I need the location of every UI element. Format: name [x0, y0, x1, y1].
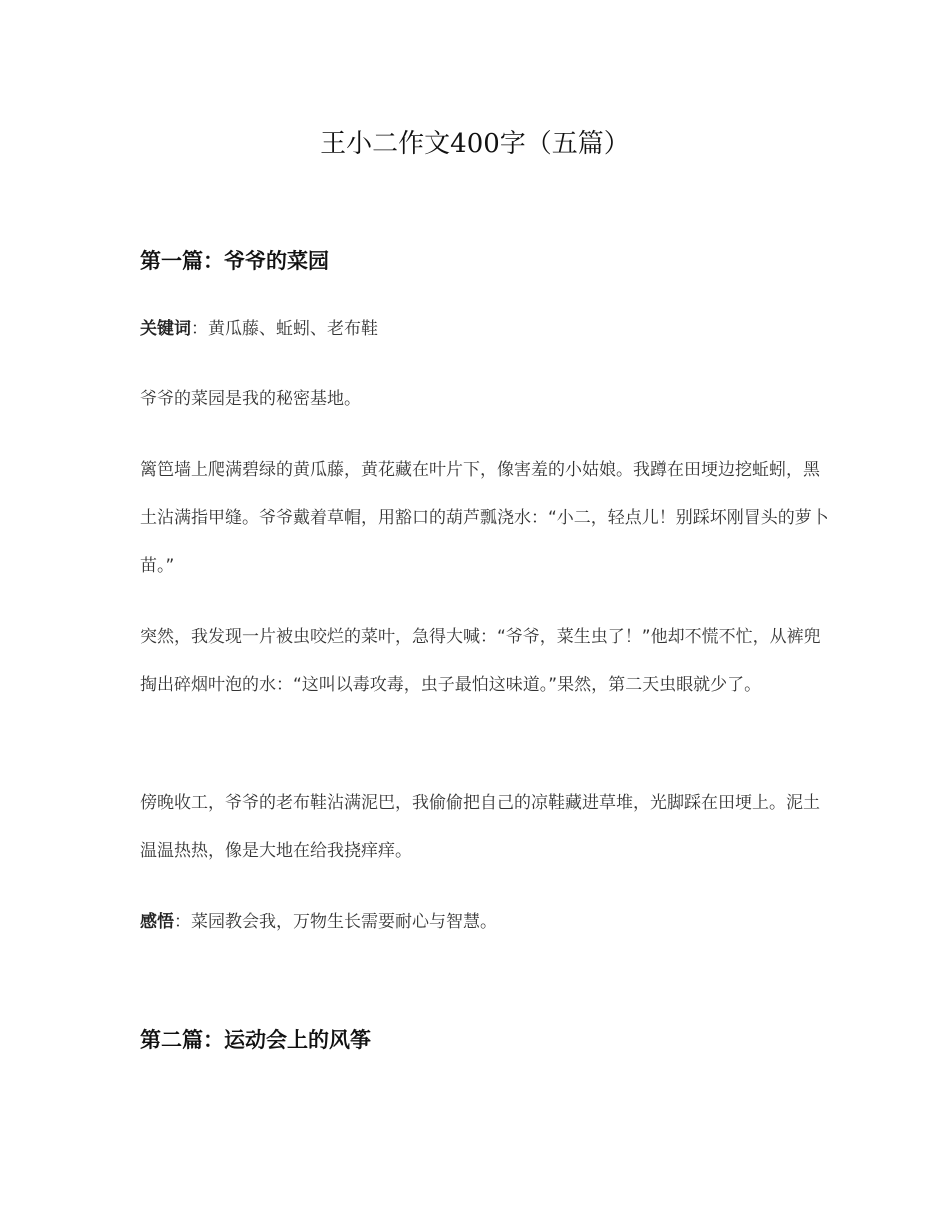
document-title: 王小二作文400字（五篇）: [320, 129, 630, 159]
section-1-paragraph-1: 爷爷的菜园是我的秘密基地。: [140, 389, 361, 409]
insight-label: 感悟: [140, 912, 174, 932]
section-2-heading: 第二篇：运动会上的风筝: [140, 1027, 371, 1052]
section-1-paragraph-2: 篱笆墙上爬满碧绿的黄瓜藤，黄花藏在叶片下，像害羞的小姑娘。我蹲在田埂边挖蚯蚓，黑土沾满指甲缝。爷爷戴着草帽，用豁口的葫芦瓢浇水：“小二，轻点儿！别踩坏刚冒头的萝卜苗。”: [140, 460, 829, 576]
insight-text: 菜园教会我，万物生长需要耐心与智慧。: [191, 912, 497, 932]
section-1-keywords: [140, 305, 830, 353]
section-1-paragraph-4: 傍晚收工，爷爷的老布鞋沾满泥巴，我偷偷把自己的凉鞋藏进草堆，光脚踩在田埂上。泥土温温热热，像是大地在给我挠痒痒。: [140, 793, 820, 861]
keywords-label: 关键词: [140, 319, 191, 339]
keywords-separator: ：: [191, 319, 208, 339]
section-1-insight: [140, 898, 830, 946]
section-1-paragraph-3: 突然，我发现一片被虫咬烂的菜叶，急得大喊：“爷爷，菜生虫了！”他却不慌不忙，从裤兜掏出碎烟叶泡的水：“这叫以毒攻毒，虫子最怕这味道。”果然，第二天虫眼就少了。: [140, 627, 821, 695]
section-1-heading: 第一篇：爷爷的菜园: [140, 248, 329, 273]
insight-separator: ：: [174, 912, 191, 932]
keywords-text: 黄瓜藤、蚯蚓、老布鞋: [208, 319, 378, 339]
